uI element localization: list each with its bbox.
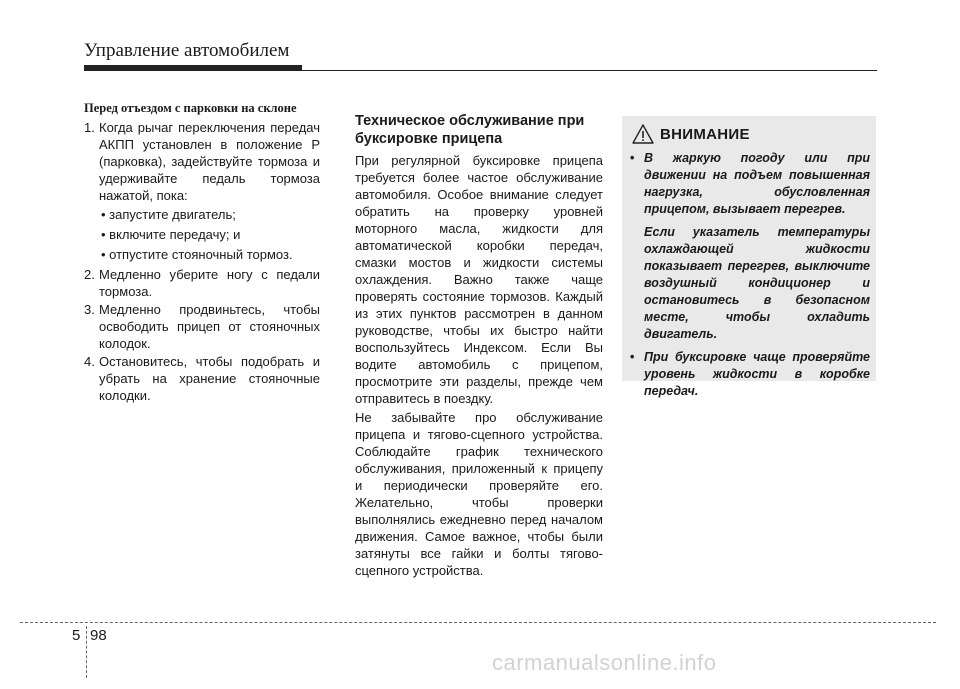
bullet-item: • запустите двигатель; bbox=[101, 207, 236, 222]
warning-item bbox=[630, 349, 870, 400]
warning-triangle-icon bbox=[632, 124, 654, 144]
middle-column bbox=[355, 94, 603, 581]
section-number: 5 bbox=[72, 627, 81, 644]
warning-item-text: В жаркую погоду или при движении на подъем повышенная нагрузка, обусловленная прицепом, вызывает перегрев. bbox=[644, 151, 870, 216]
step-1 bbox=[84, 119, 320, 204]
page-header-title: Управление автомобилем bbox=[84, 40, 290, 61]
step-3 bbox=[84, 301, 320, 352]
step-number: 1. bbox=[84, 120, 95, 135]
step-text: Остановитесь, чтобы подобрать и убрать на хранение стояночные колодки. bbox=[99, 354, 320, 403]
watermark: carmanualsonline.info bbox=[492, 650, 717, 675]
hill-departure-heading: Перед отъездом с парковки на склоне bbox=[84, 101, 297, 115]
page-number: 98 bbox=[90, 627, 107, 644]
warning-box bbox=[622, 116, 876, 398]
step-2 bbox=[84, 266, 320, 300]
step-text: Медленно уберите ногу с педали тормоза. bbox=[99, 267, 320, 299]
step-number: 3. bbox=[84, 302, 95, 317]
page-divider bbox=[86, 626, 87, 678]
bullet-item: • отпустите стояночный тормоз. bbox=[101, 247, 293, 262]
warning-item bbox=[630, 150, 870, 218]
step-number: 2. bbox=[84, 267, 95, 282]
body-paragraph: При регулярной буксировке прицепа требуется более частое обслуживание автомобиля. Особое внимание следует обратить на проверку уровней моторного масла, жидкости для автоматической коробки передач, смазки мостов и жидкости системы охлаждения. Важно также чаще проверять состояние тормозов. Каждый из этих пунктов рассмотрен в данном руководстве, чтобы их быстро найти воспользуйтесь Индексом. Если Вы водите автомобиль с прицепом, просмотрите эти разделы, прежде чем отправитесь в поездку. bbox=[355, 153, 603, 406]
warning-list bbox=[630, 150, 870, 406]
step-text: Медленно продвиньтесь, чтобы освободить прицеп от стояночных колодок. bbox=[99, 302, 320, 351]
trailer-maintenance-heading: Техническое обслуживание при буксировке прицепа bbox=[355, 113, 585, 147]
body-paragraph: Не забывайте про обслуживание прицепа и тягово-сцепного устройства. Соблюдайте график технического обслуживания, приложенный к прицепу и периодически проверяйте его. Желательно, чтобы проверки выполнялись ежедневно перед началом движения. Самое важное, чтобы были затянуты все гайки и болты тягово-сцепного устройства. bbox=[355, 410, 603, 578]
warning-title: ВНИМАНИЕ bbox=[660, 125, 750, 143]
bullet-dot: • bbox=[630, 151, 635, 165]
step-text: Когда рычаг переключения передач АКПП установлен в положение P (парковка), задействуйте тормоза и удерживайте педаль тормоза нажатой, пока: bbox=[99, 120, 320, 203]
bullet-dot: • bbox=[630, 350, 635, 364]
warning-sub-paragraph: Если указатель температуры охлаждающей жидкости показывает перегрев, выключите воздушный кондиционер и остановитесь в безопасном месте, чтобы охладить двигатель. bbox=[644, 225, 870, 341]
footer-rule bbox=[20, 622, 936, 623]
bullet-item: • включите передачу; и bbox=[101, 227, 241, 242]
header-rule-thin bbox=[84, 70, 877, 71]
left-column bbox=[84, 94, 320, 405]
step-4 bbox=[84, 353, 320, 404]
step-number: 4. bbox=[84, 354, 95, 369]
warning-header bbox=[632, 124, 750, 144]
warning-item-text: При буксировке чаще проверяйте уровень жидкости в коробке передач. bbox=[644, 350, 870, 398]
